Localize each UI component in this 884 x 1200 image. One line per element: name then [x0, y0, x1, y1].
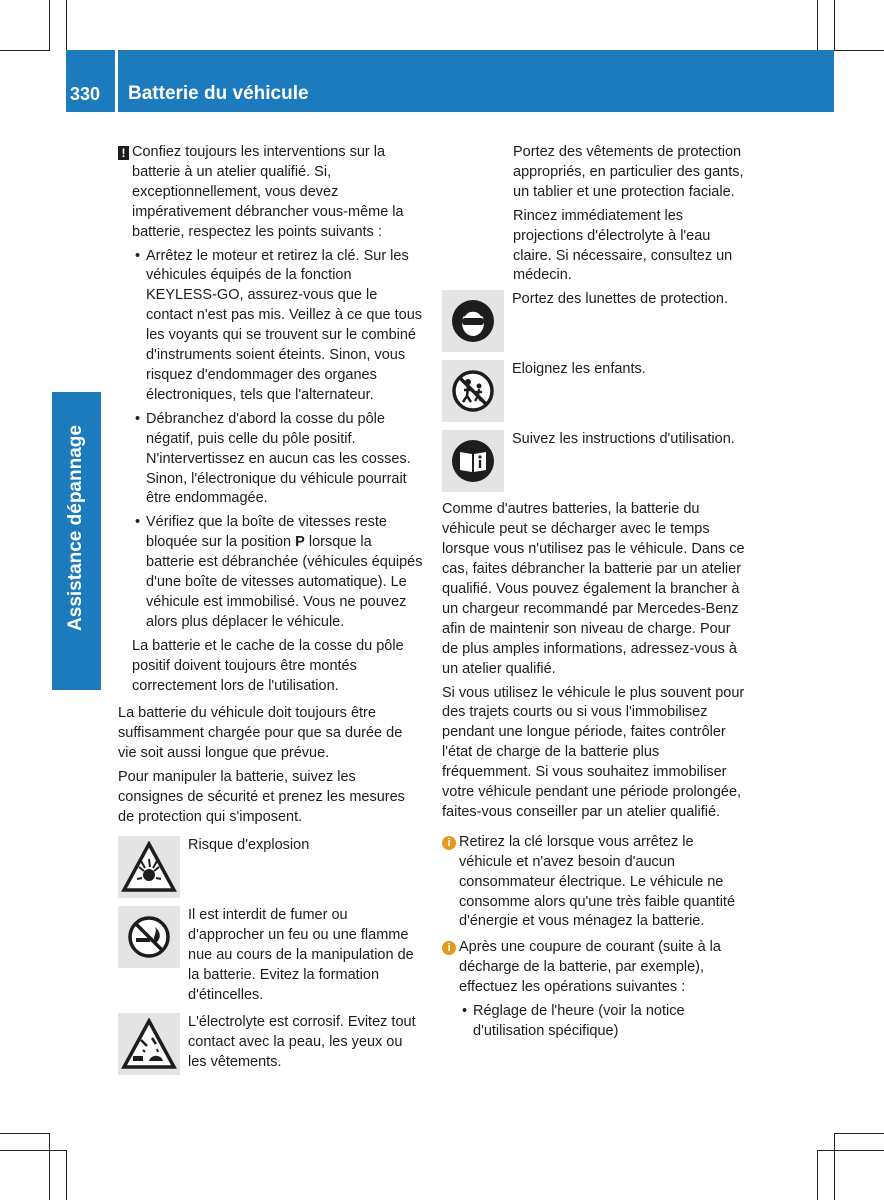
info-text: Après une coupure de courant (suite à la décharge de la batterie, par exemple), effectuez les opérations suivantes :	[459, 939, 721, 996]
gear-position: P	[295, 534, 305, 551]
info-note	[442, 938, 747, 1042]
left-column	[118, 143, 424, 1083]
symbol-text-continued: Portez des vêtements de protection appropriés, en particulier des gants, un tablier et une protection faciale.	[513, 144, 744, 200]
crop-mark	[66, 1150, 67, 1200]
page-title: Batterie du véhicule	[128, 83, 309, 104]
symbol-text-continued: Rincez immédiatement les projections d'électrolyte à l'eau claire. Si nécessaire, consultez un médecin.	[513, 207, 733, 284]
crop-mark	[0, 50, 50, 51]
page-number: 330	[70, 84, 101, 104]
crop-mark	[834, 1133, 835, 1200]
read-manual-icon	[442, 430, 504, 492]
symbol-text: Portez des lunettes de protection.	[512, 291, 729, 308]
warning-closing: La batterie et le cache de la cosse du pôle positif doivent toujours être montés correctement lors de l'utilisation.	[132, 637, 404, 694]
corrosive-warning-icon	[118, 1013, 180, 1075]
crop-mark	[834, 0, 835, 50]
symbol-text: Risque d'explosion	[188, 836, 310, 853]
crop-mark	[49, 1133, 50, 1200]
list-item: • Réglage de l'heure (voir la notice d'utilisation spécifique)	[459, 1002, 747, 1042]
warning-intro: Confiez toujours les interventions sur la batterie à un atelier qualifié. Si, exceptionnellement, vous devez impérativement débrancher vous-même la batterie, respectez les points suivants :	[132, 144, 404, 240]
symbol-text: Suivez les instructions d'utilisation.	[512, 431, 735, 448]
warning-icon: !	[118, 146, 129, 160]
symbol-text: L'électrolyte est corrosif. Evitez tout contact avec la peau, les yeux ou les vêtements.	[188, 1014, 416, 1071]
crop-mark	[817, 1150, 818, 1200]
symbol-row	[442, 290, 747, 352]
crop-mark	[0, 1150, 66, 1151]
list-item-text: Vérifiez que la boîte de vitesses reste bloquée sur la position	[146, 514, 387, 551]
info-icon: i	[442, 941, 456, 955]
info-list	[459, 1002, 747, 1042]
crop-mark	[0, 1133, 50, 1134]
crop-mark	[817, 0, 818, 50]
side-tab-label: Assistance dépannage	[65, 425, 86, 631]
symbol-text: Eloignez les enfants.	[512, 361, 646, 378]
symbol-row	[442, 430, 747, 492]
warning-list	[132, 247, 424, 633]
keep-children-away-icon	[442, 360, 504, 422]
crop-mark	[818, 1150, 884, 1151]
list-item-text: lorsque la batterie est débranchée (véhicules équipés d'une boîte de vitesses automatique). Le véhicule est immobilisé. Vous ne pouvez alors plus déplacer le véhicule.	[146, 534, 423, 630]
explosion-warning-icon	[118, 836, 180, 898]
corrosive-continuation	[442, 143, 747, 286]
crop-mark	[66, 0, 67, 50]
symbol-row	[442, 360, 747, 422]
crop-mark	[834, 50, 884, 51]
info-text: Retirez la clé lorsque vous arrêtez le véhicule et n'avez besoin d'aucun consommateur électrique. Le véhicule ne consomme alors qu'une très faible quantité d'énergie et vous ménagez la batterie.	[459, 833, 736, 930]
eye-protection-icon	[442, 290, 504, 352]
no-smoking-flame-icon	[118, 906, 180, 968]
symbol-text: Il est interdit de fumer ou d'approcher un feu ou une flamme nue au cours de la manipulation de la batterie. Evitez la formation d'étincelles.	[188, 906, 414, 1003]
symbol-row	[118, 1013, 424, 1075]
list-item: • Arrêtez le moteur et retirez la clé. Sur les véhicules équipés de la fonction KEYLESS-GO, assurez-vous que le contact n'est pas mis. Veillez à ce que tous les voyants qui se trouvent sur le combiné d'instruments soient éteints. Sinon, vous risquez d'endommager des organes électroniques, tels que l'alternateur.	[132, 247, 424, 406]
symbol-row	[118, 836, 424, 898]
info-icon: i	[442, 836, 456, 850]
info-note	[442, 833, 747, 933]
warning-block	[118, 143, 424, 696]
list-item: • Débranchez d'abord la cosse du pôle négatif, puis celle du pôle positif. N'intervertissez en aucun cas les cosses. Sinon, l'électronique du véhicule pourrait être endommagée.	[132, 410, 424, 510]
symbol-row	[118, 906, 424, 1006]
paragraph: La batterie du véhicule doit toujours être suffisamment chargée pour que sa durée de vie soit aussi longue que prévue.	[118, 705, 403, 762]
crop-mark	[49, 0, 50, 50]
list-item	[132, 513, 424, 632]
crop-mark	[834, 1133, 884, 1134]
paragraph: Si vous utilisez le véhicule le plus souvent pour des trajets courts ou si vous l'immobilisez pendant une longue période, faites contrôler l'état de charge de la batterie plus fréquemment. Si vous souhaitez immobiliser votre véhicule pendant une période prolongée, faites-vous conseiller par un atelier qualifié.	[442, 684, 745, 820]
paragraph: Comme d'autres batteries, la batterie du véhicule peut se décharger avec le temps lorsque vous n'utilisez pas le véhicule. Dans ce cas, faites débrancher la batterie par un atelier qualifié. Vous pouvez également la brancher à un chargeur recommandé par Mercedes-Benz afin de maintenir son niveau de charge. Pour de plus amples informations, adressez-vous à un atelier qualifié.	[442, 501, 745, 677]
paragraph: Pour manipuler la batterie, suivez les consignes de sécurité et prenez les mesures de protection qui s'imposent.	[118, 769, 405, 825]
right-column	[442, 143, 747, 1048]
